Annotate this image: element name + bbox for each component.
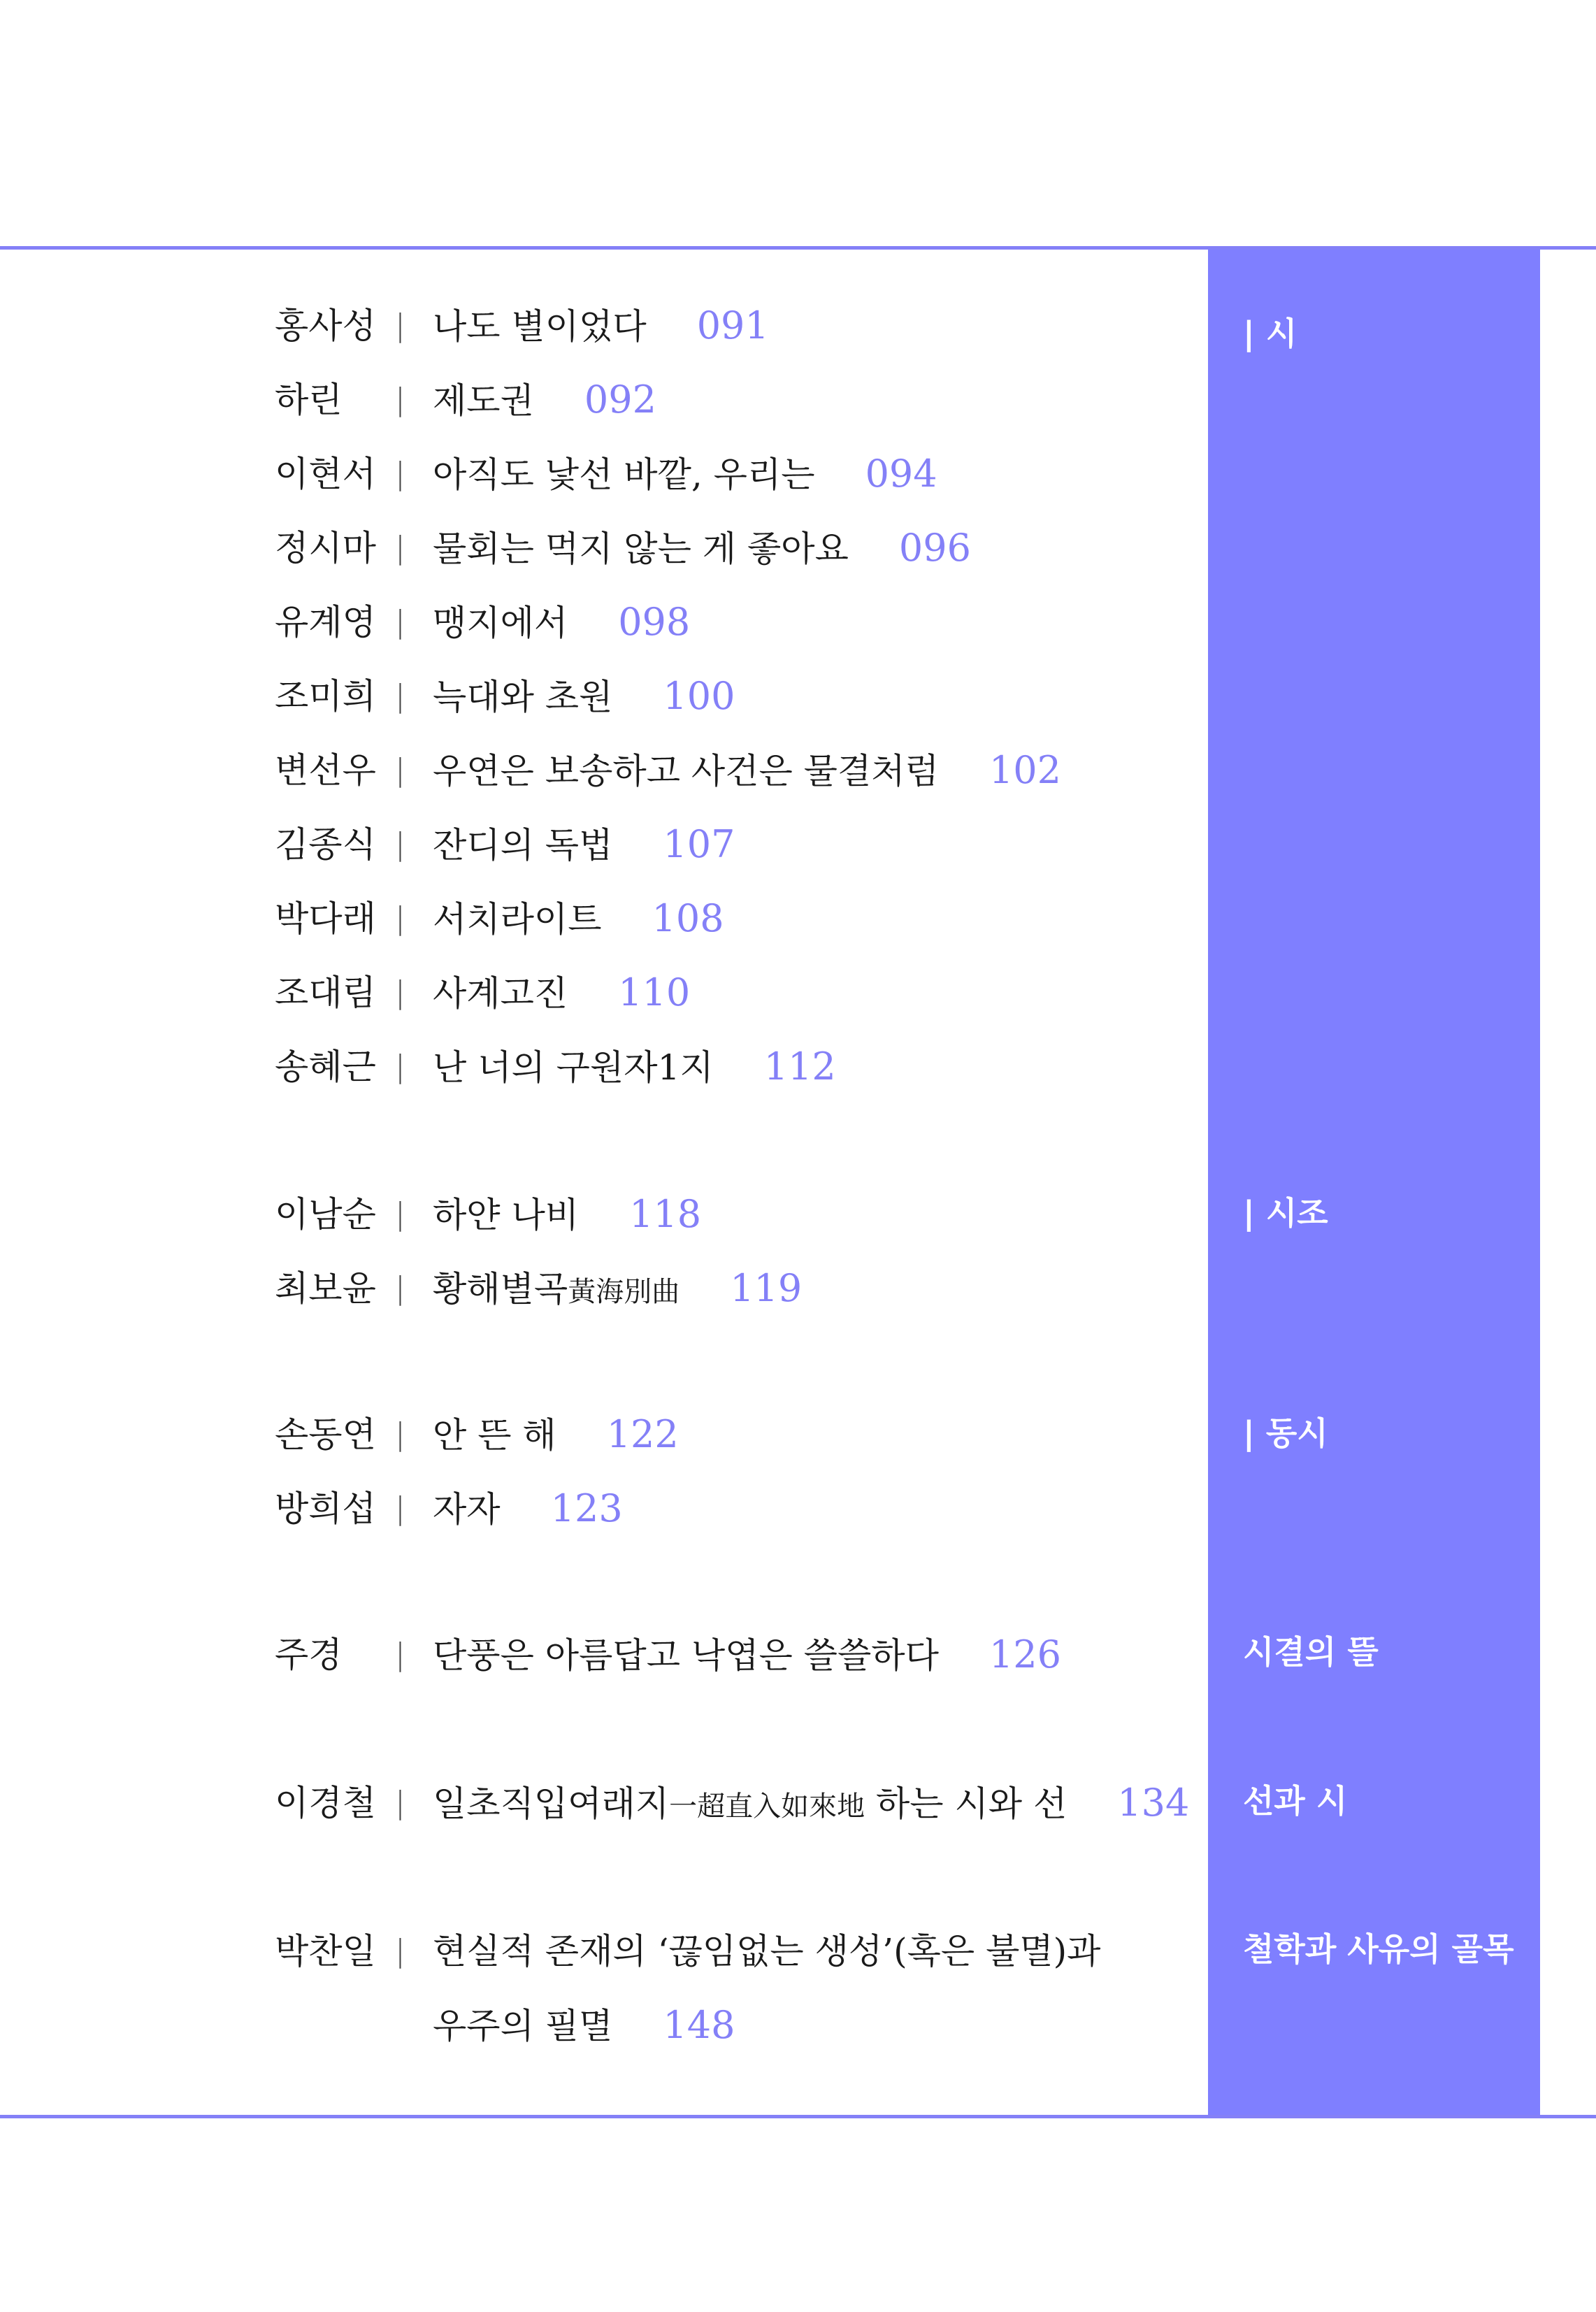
entry-author: 이남순 bbox=[275, 1194, 376, 1235]
entry-title: 물회는 먹지 않는 게 좋아요 bbox=[433, 529, 849, 569]
entry-title-line2: 우주의 필멸 bbox=[433, 2006, 613, 2046]
entry-title: 제도권 bbox=[433, 380, 534, 421]
entry-author: 주경 bbox=[275, 1635, 343, 1675]
entry-separator: | bbox=[395, 900, 405, 936]
entry-page: 123 bbox=[550, 1486, 623, 1530]
entry-separator: | bbox=[395, 1270, 405, 1306]
entry-separator: | bbox=[395, 1416, 405, 1452]
entry-separator: | bbox=[395, 604, 405, 640]
entry-separator: | bbox=[395, 456, 405, 491]
section-label-poetry-garden: 시결의 뜰 bbox=[1243, 1633, 1379, 1671]
entry-page: 110 bbox=[618, 970, 691, 1014]
entry-separator: | bbox=[395, 530, 405, 566]
entry-title: 아직도 낯선 바깥, 우리는 bbox=[433, 454, 815, 495]
entry-title: 사계고진 bbox=[433, 973, 568, 1014]
section-label-poetry: | 시 bbox=[1243, 315, 1297, 352]
entry-page: 134 bbox=[1117, 1781, 1190, 1825]
entry-page: 122 bbox=[606, 1412, 679, 1456]
entry-page: 100 bbox=[663, 674, 735, 718]
entry-title: 우연은 보송하고 사건은 물결처럼 bbox=[433, 751, 939, 791]
bottom-rule bbox=[0, 2115, 1596, 2118]
entry-title: 나도 별이었다 bbox=[433, 306, 647, 347]
entry-title: 잔디의 독법 bbox=[433, 825, 613, 866]
entry-page: 107 bbox=[663, 822, 735, 866]
entry-title-suffix: 하는 시와 선 bbox=[865, 1783, 1067, 1824]
entry-separator: | bbox=[395, 975, 405, 1010]
entry-author: 손동연 bbox=[275, 1414, 376, 1455]
entry-page: 148 bbox=[663, 2003, 735, 2047]
entry-author: 이경철 bbox=[275, 1783, 376, 1823]
entry-separator: | bbox=[395, 1049, 405, 1084]
entry-author: 박찬일 bbox=[275, 1931, 376, 1972]
entry-author: 송혜근 bbox=[275, 1047, 376, 1087]
entry-author: 정시마 bbox=[275, 528, 376, 568]
entry-separator: | bbox=[395, 752, 405, 788]
entry-separator: | bbox=[395, 1491, 405, 1526]
entry-page: 126 bbox=[988, 1632, 1061, 1676]
entry-page: 092 bbox=[584, 378, 656, 422]
entry-title: 황해별곡 bbox=[433, 1269, 568, 1309]
entry-separator: | bbox=[395, 1785, 405, 1821]
entry-author: 박다래 bbox=[275, 898, 376, 939]
entry-page: 094 bbox=[865, 452, 937, 496]
entry-page: 119 bbox=[730, 1266, 803, 1310]
entry-title: 일초직입여래지 bbox=[433, 1783, 670, 1824]
entry-page: 102 bbox=[988, 748, 1061, 792]
entry-title-hanja: 一超直入如來地 bbox=[669, 1790, 865, 1823]
entry-author: 하린 bbox=[275, 380, 343, 420]
entry-title: 자자 bbox=[433, 1489, 501, 1530]
entry-author: 변선우 bbox=[275, 750, 376, 791]
entry-author: 홍사성 bbox=[275, 306, 376, 346]
entry-author: 김종식 bbox=[275, 824, 376, 865]
entry-separator: | bbox=[395, 1637, 405, 1672]
section-label-philosophy-alley: 철학과 사유의 골목 bbox=[1243, 1930, 1514, 1968]
entry-title: 안 뜬 해 bbox=[433, 1415, 556, 1456]
entry-page: 098 bbox=[618, 600, 691, 644]
entry-title: 늑대와 초원 bbox=[433, 677, 613, 717]
entry-separator: | bbox=[395, 1933, 405, 1969]
entry-page: 118 bbox=[629, 1192, 702, 1236]
entry-title: 하얀 나비 bbox=[433, 1195, 580, 1235]
section-label-children-poetry: | 동시 bbox=[1243, 1414, 1328, 1452]
entry-page: 108 bbox=[652, 896, 724, 940]
entry-title: 난 너의 구원자1지 bbox=[433, 1047, 714, 1088]
entry-author: 유계영 bbox=[275, 602, 376, 642]
entry-title: 서치라이트 bbox=[433, 899, 602, 940]
entry-separator: | bbox=[395, 1196, 405, 1232]
entry-separator: | bbox=[395, 308, 405, 343]
entry-title: 현실적 존재의 ‘끊임없는 생성’(혹은 불멸)과 bbox=[433, 1931, 1101, 1972]
entry-page: 096 bbox=[898, 526, 971, 570]
entry-title: 단풍은 아름답고 낙엽은 쓸쓸하다 bbox=[433, 1635, 939, 1676]
section-label-sijo: | 시조 bbox=[1243, 1194, 1328, 1232]
entry-separator: | bbox=[395, 678, 405, 714]
entry-title-hanja: 黃海別曲 bbox=[568, 1276, 680, 1308]
entry-separator: | bbox=[395, 382, 405, 417]
entry-title: 맹지에서 bbox=[433, 603, 568, 643]
section-sidebar bbox=[1208, 250, 1540, 2115]
entry-author: 방희섭 bbox=[275, 1488, 376, 1529]
entry-author: 최보윤 bbox=[275, 1268, 376, 1309]
section-label-zen-and-poetry: 선과 시 bbox=[1243, 1782, 1348, 1820]
entry-page: 091 bbox=[696, 303, 769, 347]
entry-author: 조대림 bbox=[275, 972, 376, 1013]
entry-page: 112 bbox=[763, 1044, 836, 1089]
entry-separator: | bbox=[395, 826, 405, 862]
entry-author: 조미희 bbox=[275, 676, 376, 717]
entry-author: 이현서 bbox=[275, 454, 376, 494]
